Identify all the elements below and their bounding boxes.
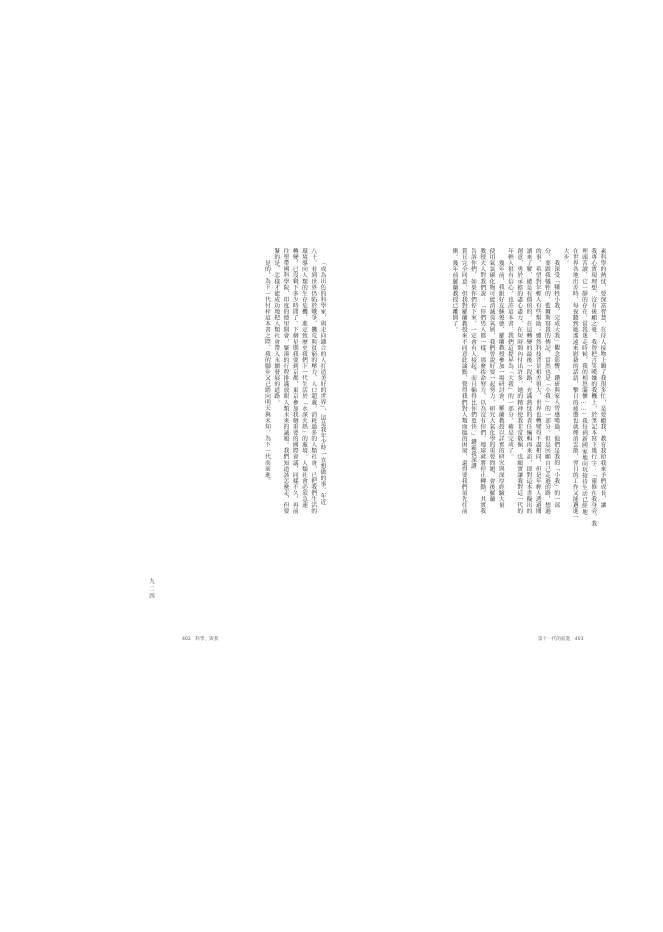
left-page-text-column: 是的，為下一代付梓這本書之際，我的腳步又已踏向明天與未知，為下一代而前進。 bbox=[263, 260, 270, 484]
left-page-body bbox=[259, 248, 324, 638]
right-page-text-column: 我深受「犧牲小我，完成大我」觀念影響，鑽研與家人曾感嘆過，他們是我的「小我」的一部 bbox=[552, 260, 559, 509]
left-page bbox=[182, 248, 324, 672]
right-page-text-column: 教授夫人對我們說：「你們男人都一樣，那麼拚命努力，以為沒有你們，地球就將停止轉動，其實我 bbox=[478, 248, 485, 515]
right-page-text-column: 素科學的熱忱，要深富智慧，在待人接物上瞭了我很多忙，是要顧我，教育我給我來予們成長，讓 bbox=[599, 248, 605, 509]
right-page-text-column: 分，要跟我犧牲的，藍爾斯寫我的傳記，當然也是「小我」的一部分。但是回顧自己走過的路，想過 bbox=[543, 248, 550, 515]
right-page-body bbox=[447, 248, 604, 638]
right-page-text-column: 大步。 bbox=[562, 248, 568, 267]
right-page-text-column: 告訴你們，如果你們停下來，一定會有人接起，而且輸得比你們更快。」鑽霸我深讚 bbox=[469, 248, 476, 469]
right-page-text-column: 的事，希望對年輕人有些幫助；雖然科技背景相差很大，世界也轉變得不盡相同，但是年輕人透過閱 bbox=[534, 248, 541, 515]
right-page-text-column: 創意，勇於承擔的盡心盡力，在短時間內付出許多，她的精神使我非常敬佩，也願實讓我對這一代的 bbox=[515, 248, 522, 515]
right-page-text-column: 衝。幾年前羅蘭教授已離開了。 bbox=[451, 248, 457, 333]
left-page-text-column: 緊的是，怎樣才能成功地把人類社會帶入永續發展的道路。 bbox=[272, 248, 279, 406]
right-page-text-column: 讀來了解，總是有價值的。在這轉變的最後一段路，充滿熱忱的責任編輯再來訪，即對這本書擬出的 bbox=[525, 248, 531, 515]
left-page-text-column: 八十，看到世界仍陷於戰爭，饑荒與貧窮的壓力，人口超載，消耗過多的人類社會，已把我們生活的 bbox=[309, 248, 316, 515]
right-page-text-column: 賞且完全同意，但我對羅蘭教授來不同意此論點，覺得我們對人類面臨的困境，還得要我們須先往前 bbox=[460, 248, 467, 515]
left-page-text-column: 「成為出色的科學家，與走向適合的人打造美好的世界」，這是我年少時一直想做的事。年近 bbox=[319, 260, 325, 506]
left-page-text-column: 往聖帶國科學院，印度的德里開會，緊湊的行程排滿放眼人類未來的議題。我們知道該怎麼走，但要 bbox=[282, 248, 288, 515]
chapter-page-number: 九二四 bbox=[148, 578, 154, 601]
right-page-text-column: 我專心實現理想，沒有後顧之憂。我曾把言笑嘆嫌的我機上，於筆記本寫下幾行字：「靈修在我身旁，我 bbox=[589, 248, 596, 527]
left-page-text-column: 轉變，已沒剩下多少時間了。下個星期我要到京都，東京參加我個重要的國際會議，同樣不久，再前 bbox=[291, 248, 298, 515]
right-page-folio: 第十一代的前進 403 bbox=[538, 637, 584, 642]
left-page-text-column: 環境導向人類的生存危機，進定致歷史我們下一代生活於「水深火熱」的處境。人類社會必須急速 bbox=[300, 248, 307, 509]
right-page-text-column: 理頭苦讀，它一靜的存在，當我迷走時候，我的相思滿懷……」我每到新國家地向玩接待生活已經地 bbox=[580, 248, 587, 515]
right-page-text-column: 在世界各地出差時，每夜聽到她遙遠來慰藉的話語，擊日的疲憊也就煙消雲散，翌日的工作又能邁進一 bbox=[571, 248, 578, 521]
left-page-folio: 402 科學，與我 bbox=[182, 637, 219, 642]
right-page-text-column: 使用氣氯碳化物可能消滅臭氧層，我們曾說好要一起努力，研究大氣化學的重要問題，會後羅蘭 bbox=[488, 248, 494, 503]
right-page-text-column: 年輕人很有信心，也許這本書，我們這提昇為「大我」的一部分，確是完成了。 bbox=[506, 248, 513, 460]
right-page bbox=[342, 248, 604, 672]
right-page-text-column: 幾年前，我跟好友蘇俊德、羅蘭教授參加一場研討會，羅蘭教授以詳實的研究與深厚經驗大量 bbox=[497, 260, 504, 509]
